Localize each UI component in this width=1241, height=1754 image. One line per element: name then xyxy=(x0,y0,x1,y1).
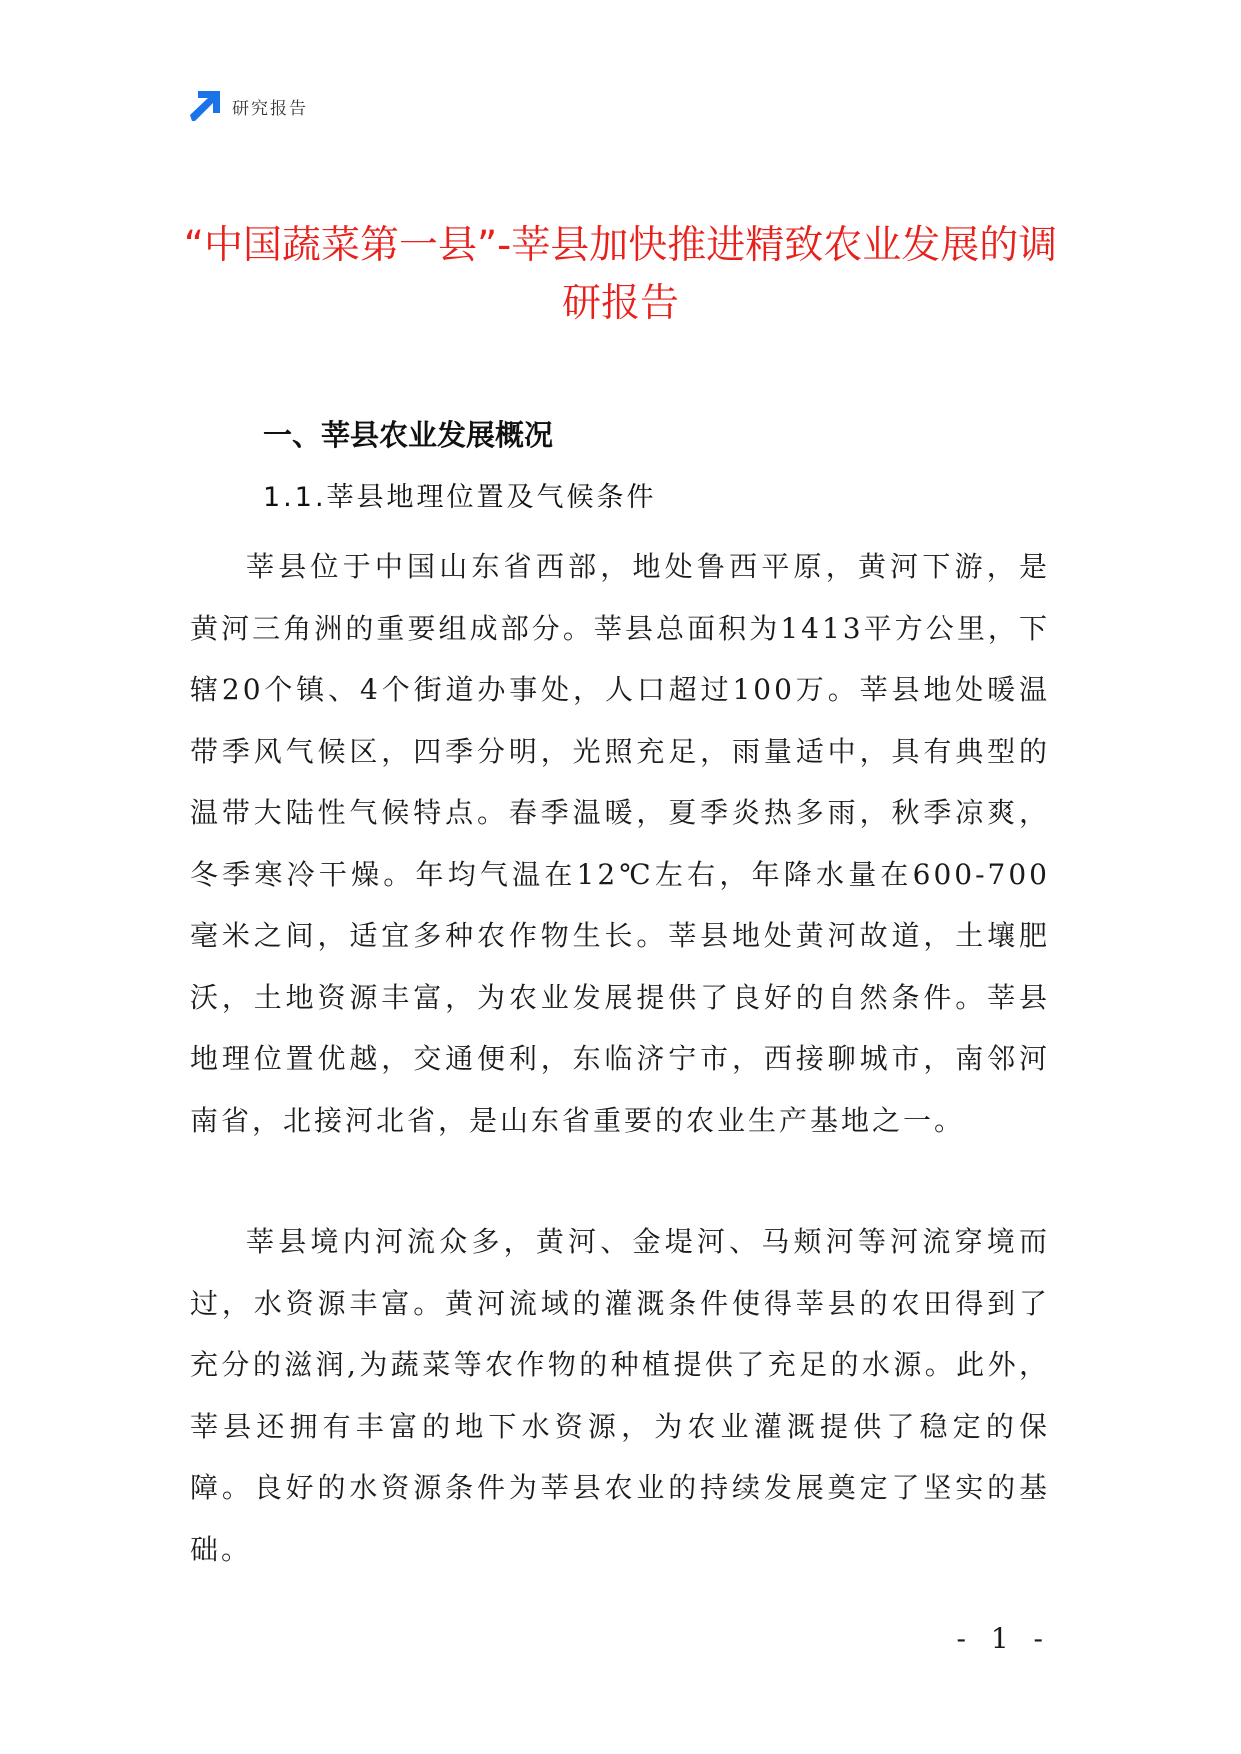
body-paragraph: 莘县位于中国山东省西部，地处鲁西平原，黄河下游，是黄河三角洲的重要组成部分。莘县总面积为1413平方公里，下辖20个镇、4个街道办事处，人口超过100万。莘县地处暖温带季风气候区，四季分明，光照充足，雨量适中，具有典型的温带大陆性气候特点。春季温暖，夏季炎热多雨，秋季凉爽，冬季寒冷干燥。年均气温在12℃左右，年降水量在600-700毫米之间，适宜多种农作物生长。莘县地处黄河故道，土壤肥沃，土地资源丰富，为农业发展提供了良好的自然条件。莘县地理位置优越，交通便利，东临济宁市，西接聊城市，南邻河南省，北接河北省，是山东省重要的农业生产基地之一。 xyxy=(190,550,1050,1137)
document-header xyxy=(190,88,308,124)
section-heading: 一、莘县农业发展概况 xyxy=(263,418,554,452)
subsection-heading: 1.1.莘县地理位置及气候条件 xyxy=(263,482,657,513)
document-title: “中国蔬菜第一县”-莘县加快推进精致农业发展的调研报告 xyxy=(183,223,1058,326)
page-number: - 1 - xyxy=(956,1622,1051,1655)
header-label: 研究报告 xyxy=(232,98,308,119)
arrow-up-right-icon xyxy=(190,91,220,121)
body-paragraph: 莘县境内河流众多，黄河、金堤河、马颊河等河流穿境而过，水资源丰富。黄河流域的灌溉条件使得莘县的农田得到了充分的滋润,为蔬菜等农作物的种植提供了充足的水源。此外，莘县还拥有丰富的地下水资源，为农业灌溉提供了稳定的保障。良好的水资源条件为莘县农业的持续发展奠定了坚实的基础。 xyxy=(190,1225,1050,1566)
